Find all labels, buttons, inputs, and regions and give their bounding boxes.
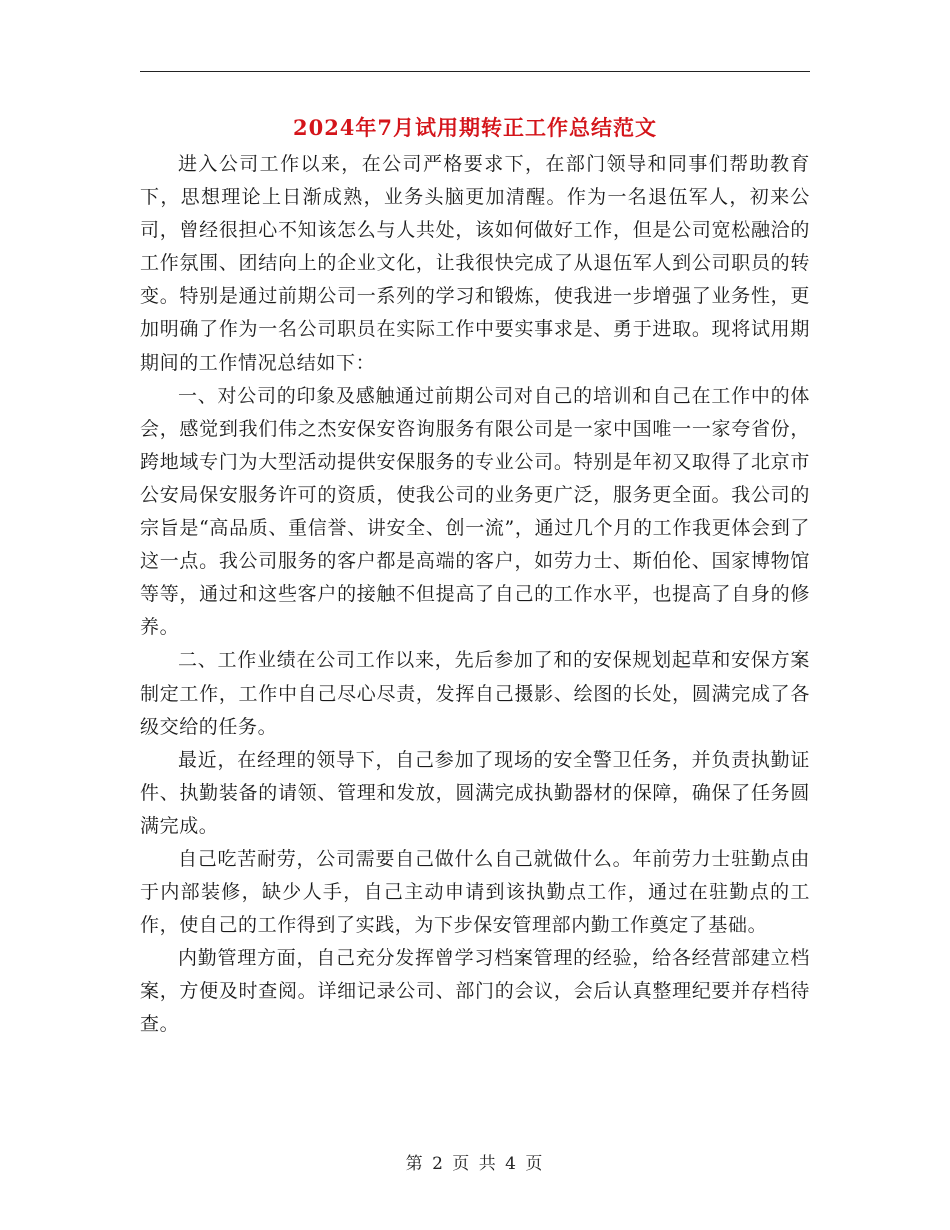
paragraph-achievements: 二、工作业绩在公司工作以来，先后参加了和的安保规划起草和安保方案制定工作，工作中自己尽心尽责，发挥自己摄影、绘图的长处，圆满完成了各级交给的任务。 <box>140 649 810 738</box>
paragraph-office-management: 内勤管理方面，自己充分发挥曾学习档案管理的经验，给各经营部建立档案，方便及时查阅。详细记录公司、部门的会议，会后认真整理纪要并存档待查。 <box>140 947 810 1036</box>
paragraph-hard-work: 自己吃苦耐劳，公司需要自己做什么自己就做什么。年前劳力士驻勤点由于内部装修，缺少人手，自己主动申请到该执勤点工作，通过在驻勤点的工作，使自己的工作得到了实践，为下步保安管理部内勤工作奠定了基础。 <box>140 847 810 937</box>
paragraph-intro: 进入公司工作以来，在公司严格要求下，在部门领导和同事们帮助教育下，思想理论上日渐成熟，业务头脑更加清醒。作为一名退伍军人，初来公司，曾经很担心不知该怎么与人共处，该如何做好工作，但是公司宽松融洽的工作氛围、团结向上的企业文化，让我很快完成了从退伍军人到公司职员的转变。特别是通过前期公司一系列的学习和锻炼，使我进一步增强了业务性，更加明确了作为一名公司职员在实际工作中要实事求是、勇于进取。现将试用期期间的工作情况总结如下： <box>140 153 810 374</box>
header-rule <box>140 71 810 72</box>
document-title: 2024年7月试用期转正工作总结范文 <box>292 115 658 140</box>
paragraph-impression: 一、对公司的印象及感触通过前期公司对自己的培训和自己在工作中的体会，感觉到我们伟之杰安保安咨询服务有限公司是一家中国唯一一家夸省份，跨地域专门为大型活动提供安保服务的专业公司。特别是年初又取得了北京市公安局保安服务许可的资质，使我公司的业务更广泛，服务更全面。我公司的宗旨是“高品质、重信誉、讲安全、创一流”，通过几个月的工作我更体会到了这一点。我公司服务的客户都是高端的客户，如劳力士、斯伯伦、国家博物馆等等，通过和这些客户的接触不但提高了自己的工作水平，也提高了自身的修养。 <box>140 384 810 639</box>
paragraph-recent-task: 最近，在经理的领导下，自己参加了现场的安全警卫任务，并负责执勤证件、执勤装备的请领、管理和发放，圆满完成执勤器材的保障，确保了任务圆满完成。 <box>140 748 810 837</box>
page-number: 第 2 页 共 4 页 <box>405 1154 545 1174</box>
document-body <box>140 148 810 1042</box>
